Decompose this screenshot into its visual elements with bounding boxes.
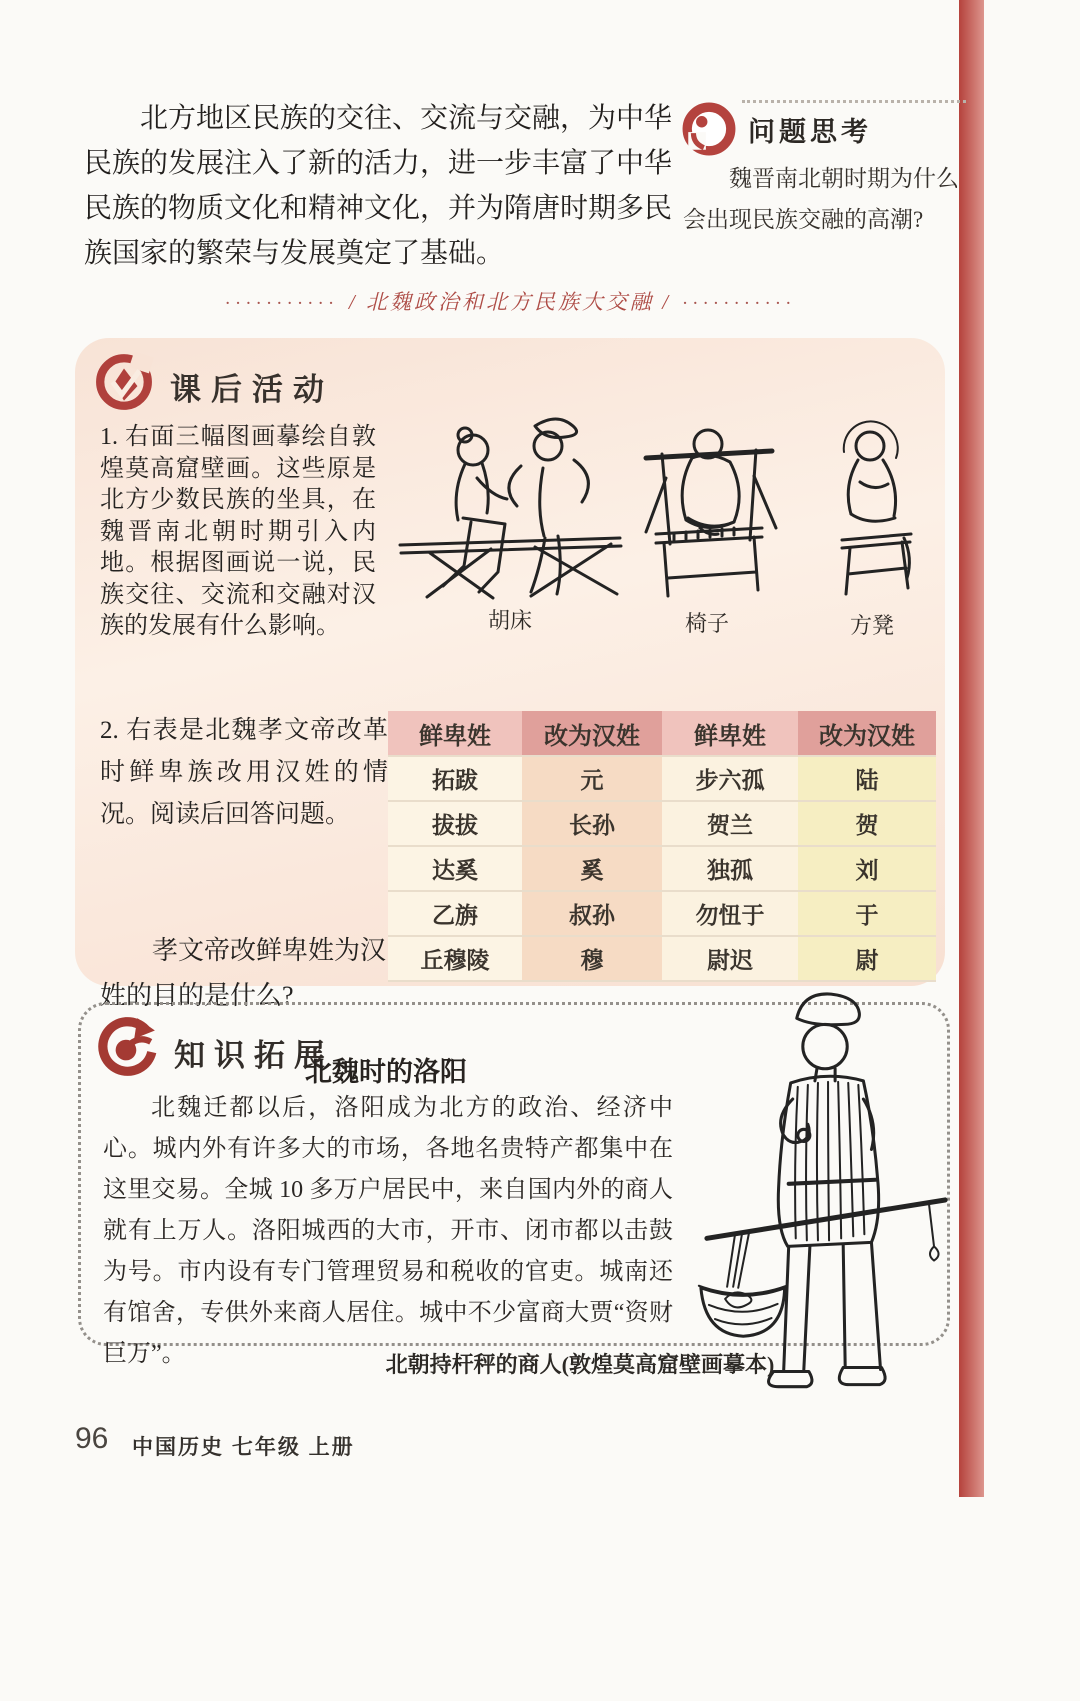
figure-caption-square-stool: 方凳	[849, 613, 894, 638]
divider-dots-left: ···········	[224, 293, 339, 314]
activity-icon	[94, 352, 154, 412]
header-xianbei-2: 鲜卑姓	[662, 711, 798, 756]
table-row	[388, 891, 936, 936]
table-cell: 奚	[522, 846, 662, 891]
table-row	[388, 936, 936, 981]
table-row	[388, 801, 936, 846]
table-cell: 乙旃	[388, 891, 522, 936]
section-divider	[60, 286, 960, 316]
table-cell: 贺兰	[662, 801, 798, 846]
divider-dots-right: ···········	[681, 293, 796, 314]
book-title: 中国历史 七年级 上册	[132, 1436, 355, 1459]
table-cell: 尉迟	[662, 936, 798, 981]
surname-table	[388, 711, 936, 982]
table-cell: 贺	[798, 801, 936, 846]
table-cell: 长孙	[522, 801, 662, 846]
table-row	[388, 756, 936, 801]
figure-caption-chair: 椅子	[684, 611, 729, 636]
table-cell: 叔孙	[522, 891, 662, 936]
knowledge-subtitle: 北魏时的洛阳	[305, 1057, 467, 1087]
question-think-icon	[681, 101, 737, 157]
table-cell: 达奚	[388, 846, 522, 891]
table-cell: 独孤	[662, 846, 798, 891]
merchant-caption: 北朝持杆秤的商人(敦煌莫高窟壁画摹本)	[385, 1352, 775, 1377]
table-cell: 勿忸于	[662, 891, 798, 936]
header-han-2: 改为汉姓	[798, 711, 936, 756]
table-cell: 刘	[798, 846, 936, 891]
header-han-1: 改为汉姓	[522, 711, 662, 756]
activity-2-question: 孝文帝改鲜卑姓为汉姓的目的是什么?	[100, 936, 387, 1010]
table-cell: 步六孤	[662, 756, 798, 801]
table-cell: 元	[522, 756, 662, 801]
header-xianbei-1: 鲜卑姓	[388, 711, 522, 756]
dotted-rule	[742, 100, 966, 103]
activity-2-text: 2. 右表是北魏孝文帝改革时鲜卑族改用汉姓的情况。阅读后回答问题。	[100, 717, 388, 828]
activity-1-text: 1. 右面三幅图画摹绘自敦煌莫高窟壁画。这些原是北方少数民族的坐具，在魏晋南北朝时期引入内地。根据图画说一说，民族交往、交流和交融对汉族的发展有什么影响。	[100, 424, 376, 639]
question-think-body: 魏晋南北朝时期为什么会出现民族交融的高潮?	[683, 166, 959, 232]
square-stool-illustration	[814, 410, 928, 604]
knowledge-body: 北魏迁都以后，洛阳成为北方的政治、经济中心。城内外有许多大的市场，各地名贵特产都集中在这里交易。全城 10 多万户居民中，来自国内外的商人就有上万人。洛阳城西的大市，开市、闭市都以击鼓为号。市内设有专门管理贸易和税收的官吏。城南还有馆舍，专供外来商人居住。城中不少富商大贾“资财巨万”。	[103, 1095, 673, 1367]
table-cell: 拓跋	[388, 756, 522, 801]
question-think-title: 问题思考	[748, 117, 872, 147]
chair-illustration	[638, 416, 782, 604]
table-cell: 拔拔	[388, 801, 522, 846]
knowledge-box-title: 知识拓展	[174, 1038, 334, 1073]
table-cell: 陆	[798, 756, 936, 801]
activity-box-title: 课后活动	[170, 372, 334, 407]
surname-table-header-row	[388, 711, 936, 756]
page-number: 96	[75, 1422, 109, 1455]
table-cell: 丘穆陵	[388, 936, 522, 981]
hu-chuang-illustration	[385, 406, 635, 601]
divider-label: / 北魏政治和北方民族大交融 /	[348, 290, 672, 314]
table-cell: 尉	[798, 936, 936, 981]
table-cell: 于	[798, 891, 936, 936]
intro-paragraph: 北方地区民族的交往、交流与交融，为中华民族的发展注入了新的活力，进一步丰富了中华民族的物质文化和精神文化，并为隋唐时期多民族国家的繁荣与发展奠定了基础。	[84, 103, 673, 269]
figure-caption-hu-chuang: 胡床	[487, 608, 532, 633]
table-cell: 穆	[522, 936, 662, 981]
table-row	[388, 846, 936, 891]
